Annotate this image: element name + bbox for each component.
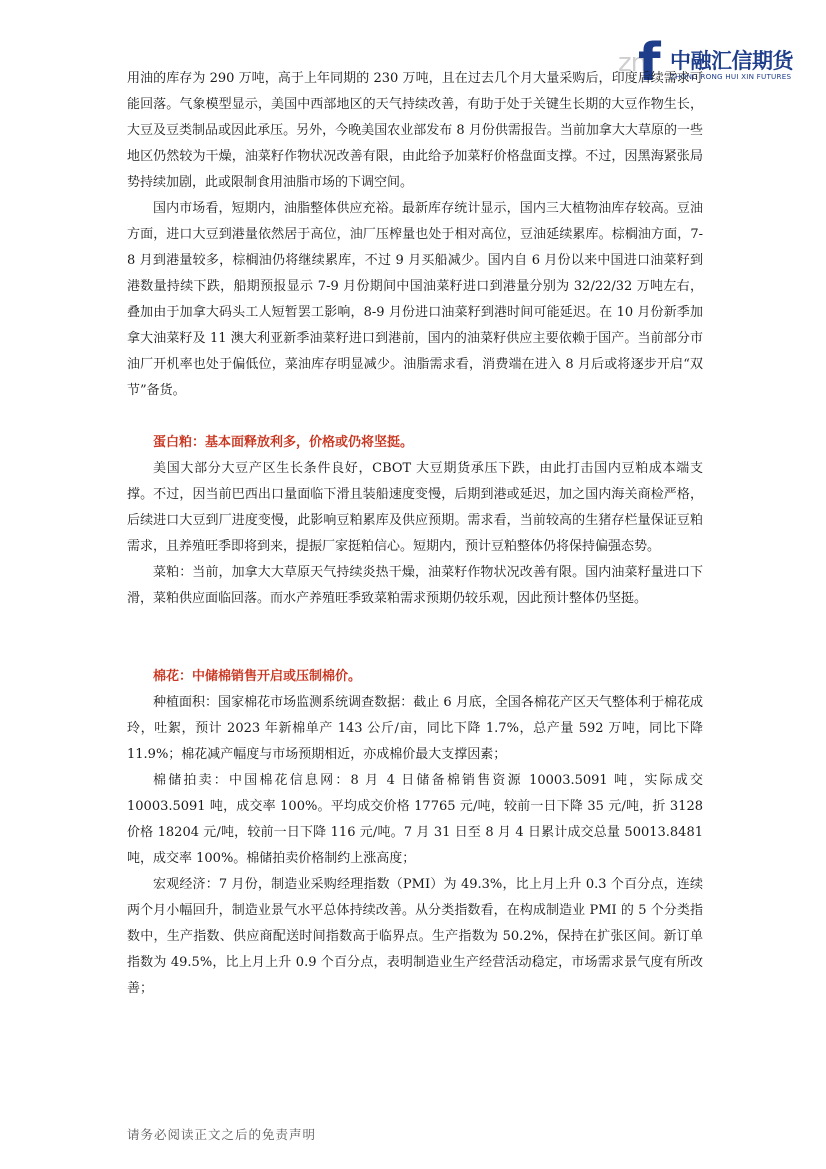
oils-paragraph-2: 国内市场看，短期内，油脂整体供应充裕。最新库存统计显示，国内三大植物油库存较高。豆油方面，进口大豆到港量依然居于高位，油厂压榨量也处于相对高位，豆油延续累库。棕榈油方面，7-8 月到港量较多，棕榈油仍将继续累库，不过 9 月买船减少。国内自 6 月份以来中国进口油菜籽到港数量持续下跌，船期预报显示 7-9 月份期间中国油菜籽进口到港量分别为 32/22/32 万吨左右，叠加由于加拿大码头工人短暂罢工影响，8-9 月份进口油菜籽到港时间可能延迟。在 10 月份新季加拿大油菜籽及 11 澳大利亚新季油菜籽进口到港前，国内的油菜籽供应主要依赖于国产。当前部分市油厂开机率也处于偏低位，菜油库存明显减少。油脂需求看，消费端在进入 8 月后或将逐步开启“双节”备货。 [127,201,703,398]
logo-zn-mark: zn [618,48,647,78]
meal-paragraph-1: 美国大部分大豆产区生长条件良好，CBOT 大豆期货承压下跌，由此打击国内豆粕成本端支撑。不过，因当前巴西出口量面临下滑且装船速度变慢，后期到港或延迟，加之国内海关商检严格，后续进口大豆到厂进度变慢，此影响豆粕累库及供应预期。需求看，当前较高的生猪存栏量保证豆粕需求，且养殖旺季即将到来，提振厂家挺粕信心。短期内，预计豆粕整体仍将保持偏强态势。 [127,461,703,554]
disclaimer-footer: 请务必阅读正文之后的免责声明 [127,1127,317,1142]
company-name-cn: 中融汇信期货 [670,49,793,73]
company-name-en: ZHONG RONG HUI XIN FUTURES [670,72,792,81]
meal-heading: 蛋白粕：基本面释放利多，价格或仍将坚挺。 [153,435,414,450]
oils-paragraph-1: 用油的库存为 290 万吨，高于上年同期的 230 万吨，且在过去几个月大量采购后，印度后续需求可能回落。气象模型显示，美国中西部地区的天气持续改善，有助于处于关键生长期的大豆作物生长，大豆及豆类制品或因此承压。另外，今晚美国农业部发布 8 月份供需报告。当前加拿大大草原的一些地区仍然较为干燥，油菜籽作物状况改善有限，由此给予加菜籽价格盘面支撑。不过，因黑海紧张局势持续加剧，此或限制食用油脂市场的下调空间。 [127,71,703,190]
meal-paragraph-2: 菜粕：当前，加拿大大草原天气持续炎热干燥，油菜籽作物状况改善有限。国内油菜籽量进口下滑，菜粕供应面临回落。而水产养殖旺季致菜粕需求预期仍较乐观，因此预计整体仍坚挺。 [127,565,703,606]
cotton-heading: 棉花：中储棉销售开启或压制棉价。 [153,669,362,684]
cotton-paragraph-1: 种植面积：国家棉花市场监测系统调查数据：截止 6 月底，全国各棉花产区天气整体利于棉花成玲，吐絮，预计 2023 年新棉单产 143 公斤/亩，同比下降 1.7%，总产量 592 万吨，同比下降 11.9%；棉花减产幅度与市场预期相近，亦成棉价最大支撑因素； [127,695,703,762]
report-body [127,66,703,1002]
cotton-paragraph-3: 宏观经济：7 月份，制造业采购经理指数（PMI）为 49.3%，比上月上升 0.3 个百分点，连续两个月小幅回升，制造业景气水平总体持续改善。从分类指数看，在构成制造业 PMI 的 5 个分类指数中，生产指数、供应商配送时间指数高于临界点。生产指数为 50.2%，保持在扩张区间。新订单指数为 49.5%，比上月上升 0.9 个百分点，表明制造业生产经营活动稳定，市场需求景气度有所改善； [127,877,703,996]
cotton-paragraph-2: 棉储拍卖：中国棉花信息网：8 月 4 日储备棉销售资源 10003.5091 吨，实际成交 10003.5091 吨，成交率 100%。平均成交价格 17765 元/吨，较前一日下降 35 元/吨，折 3128 价格 18204 元/吨，较前一日下降 116 元/吨。7 月 31 日至 8 月 4 日累计成交总量 50013.8481 吨，成交率 100%。棉储拍卖价格制约上涨高度； [127,773,703,866]
logo-f-mark: f [638,33,661,93]
